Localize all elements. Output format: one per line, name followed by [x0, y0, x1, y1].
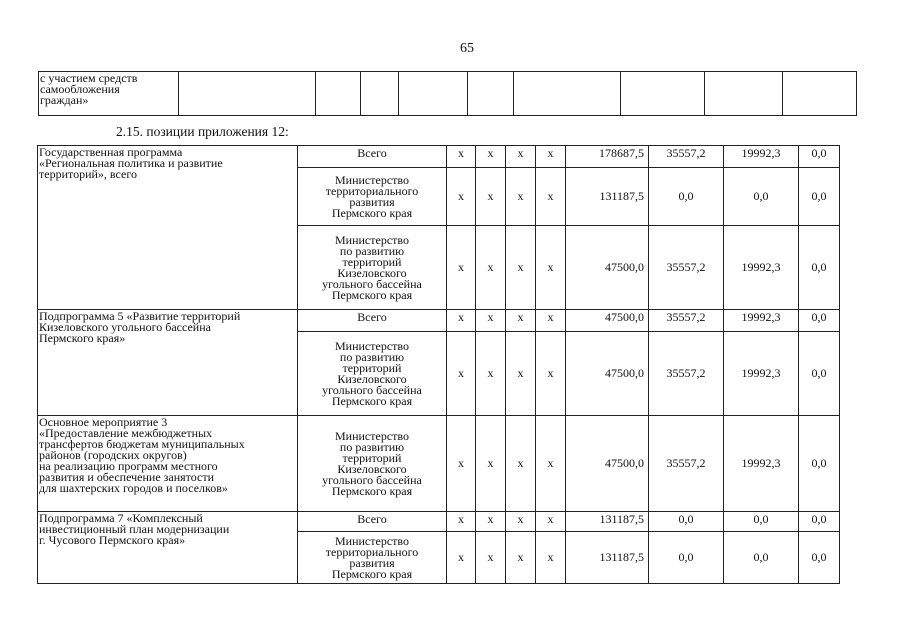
executor-cell: [298, 332, 447, 416]
page-number: 65: [460, 41, 474, 56]
code-cell: x: [506, 146, 536, 168]
amount-cell-v2: 35557,2: [649, 310, 724, 332]
table-row: [38, 310, 840, 332]
executor-line: Министерство: [335, 338, 409, 353]
name-line: «Региональная политика и развитие: [39, 156, 223, 170]
code-cell: x: [476, 310, 506, 332]
executor-line: территорий: [342, 450, 402, 465]
code-cell: x: [506, 332, 536, 416]
executor-line: Пермского края: [331, 287, 413, 302]
empty-cell: [399, 72, 468, 116]
section-title: 2.15. позиции приложения 12:: [116, 124, 289, 139]
executor-line: Пермского края: [331, 483, 413, 498]
name-line: граждан»: [40, 93, 89, 107]
executor-line: территорий: [342, 254, 402, 269]
name-line: «Предоставление межбюджетных: [39, 426, 213, 440]
code-cell: x: [447, 512, 476, 532]
name-line: трансфертов бюджетам муниципальных: [39, 437, 245, 451]
executor-cell: [298, 146, 447, 168]
code-cell: x: [536, 146, 566, 168]
executor-line: развития: [349, 555, 395, 570]
amount-cell-v1: 131187,5: [566, 532, 649, 584]
amount-cell-v2: 0,0: [649, 532, 724, 584]
amount-cell-v3: 19992,3: [724, 146, 799, 168]
amount-cell-v2: 35557,2: [649, 416, 724, 512]
executor-line: развития: [349, 194, 395, 209]
code-cell: x: [447, 146, 476, 168]
executor-line: территориального: [325, 544, 419, 559]
executor-line: Министерство: [335, 172, 409, 187]
name-line: территорий», всего: [39, 167, 137, 181]
amount-cell-v1: 47500,0: [566, 332, 649, 416]
code-cell: x: [506, 168, 536, 226]
table-row: [38, 416, 840, 512]
name-line: Подпрограмма 5 «Развитие территорий: [39, 309, 241, 323]
empty-cell: [179, 72, 316, 116]
name-line: с участием средств: [40, 71, 138, 85]
name-line: развития и обеспечение занятости: [39, 470, 215, 484]
code-cell: x: [536, 226, 566, 310]
amount-cell-v4: 0,0: [799, 168, 840, 226]
code-cell: x: [476, 332, 506, 416]
code-cell: x: [536, 532, 566, 584]
executor-line: Министерство: [335, 533, 409, 548]
name-line: Пермского края»: [39, 331, 126, 345]
executor-line: Министерство: [335, 428, 409, 443]
amount-cell-v2: 0,0: [649, 512, 724, 532]
appendix-12-table: [37, 145, 840, 584]
executor-line: по развитию: [339, 439, 405, 454]
amount-cell-v1: 47500,0: [566, 310, 649, 332]
amount-cell-v1: 47500,0: [566, 226, 649, 310]
code-cell: x: [447, 332, 476, 416]
code-cell: x: [506, 310, 536, 332]
empty-cell: [514, 72, 621, 116]
amount-cell-v1: 47500,0: [566, 416, 649, 512]
amount-cell-v2: 35557,2: [649, 146, 724, 168]
amount-cell-v3: 19992,3: [724, 310, 799, 332]
executor-cell: [298, 512, 447, 532]
name-line: г. Чусового Пермского края»: [39, 533, 186, 547]
executor-cell: [298, 532, 447, 584]
empty-cell: [705, 72, 783, 116]
code-cell: x: [506, 532, 536, 584]
empty-cell: [783, 72, 857, 116]
amount-cell-v4: 0,0: [799, 532, 840, 584]
executor-line: Пермского края: [331, 566, 413, 581]
amount-cell-v3: 19992,3: [724, 226, 799, 310]
code-cell: x: [506, 416, 536, 512]
amount-cell-v4: 0,0: [799, 332, 840, 416]
code-cell: x: [447, 168, 476, 226]
code-cell: x: [476, 146, 506, 168]
amount-cell-v4: 0,0: [799, 226, 840, 310]
executor-line: Всего: [357, 146, 387, 160]
name-line: Подпрограмма 7 «Комплексный: [39, 511, 203, 525]
executor-line: Кизеловского: [337, 265, 407, 280]
continued-row-name: [39, 72, 179, 116]
code-cell: x: [447, 310, 476, 332]
name-line: на реализацию программ местного: [39, 459, 218, 473]
empty-cell: [621, 72, 705, 116]
amount-cell-v3: 0,0: [724, 168, 799, 226]
executor-line: Пермского края: [331, 205, 413, 220]
amount-cell-v1: 178687,5: [566, 146, 649, 168]
table-row: [38, 512, 840, 532]
executor-cell: [298, 310, 447, 332]
program-name-cell: [38, 512, 298, 584]
program-name-cell: [38, 146, 298, 310]
name-line: Основное мероприятие 3: [39, 415, 168, 429]
executor-line: Кизеловского: [337, 371, 407, 386]
executor-line: угольного бассейна: [322, 472, 422, 487]
executor-line: Пермского края: [331, 393, 413, 408]
code-cell: x: [447, 416, 476, 512]
executor-cell: [298, 416, 447, 512]
code-cell: x: [476, 512, 506, 532]
name-line: для шахтерских городов и поселков»: [39, 481, 228, 495]
continued-table-row: [38, 71, 857, 116]
empty-cell: [316, 72, 361, 116]
amount-cell-v4: 0,0: [799, 512, 840, 532]
executor-line: Министерство: [335, 232, 409, 247]
amount-cell-v3: 0,0: [724, 532, 799, 584]
amount-cell-v2: 35557,2: [649, 226, 724, 310]
executor-line: территорий: [342, 360, 402, 375]
code-cell: x: [476, 416, 506, 512]
executor-line: территориального: [325, 183, 419, 198]
table-row: [38, 146, 840, 168]
code-cell: x: [447, 532, 476, 584]
empty-cell: [361, 72, 399, 116]
executor-line: угольного бассейна: [322, 382, 422, 397]
executor-line: угольного бассейна: [322, 276, 422, 291]
program-name-cell: [38, 416, 298, 512]
code-cell: x: [536, 512, 566, 532]
code-cell: x: [447, 226, 476, 310]
amount-cell-v4: 0,0: [799, 310, 840, 332]
program-name-cell: [38, 310, 298, 416]
executor-cell: [298, 226, 447, 310]
amount-cell-v1: 131187,5: [566, 168, 649, 226]
code-cell: x: [536, 310, 566, 332]
executor-line: Кизеловского: [337, 461, 407, 476]
executor-line: Всего: [357, 310, 387, 324]
amount-cell-v3: 0,0: [724, 512, 799, 532]
code-cell: x: [536, 416, 566, 512]
code-cell: x: [476, 168, 506, 226]
amount-cell-v3: 19992,3: [724, 332, 799, 416]
amount-cell-v4: 0,0: [799, 416, 840, 512]
code-cell: x: [506, 226, 536, 310]
name-line: самообложения: [40, 82, 120, 96]
name-line: Кизеловского угольного бассейна: [39, 320, 211, 334]
name-line: районов (городских округов): [39, 448, 187, 462]
amount-cell-v4: 0,0: [799, 146, 840, 168]
name-line: Государственная программа: [39, 145, 183, 159]
amount-cell-v1: 131187,5: [566, 512, 649, 532]
code-cell: x: [506, 512, 536, 532]
code-cell: x: [476, 226, 506, 310]
amount-cell-v2: 35557,2: [649, 332, 724, 416]
amount-cell-v2: 0,0: [649, 168, 724, 226]
executor-line: по развитию: [339, 243, 405, 258]
amount-cell-v3: 19992,3: [724, 416, 799, 512]
executor-line: по развитию: [339, 349, 405, 364]
code-cell: x: [536, 168, 566, 226]
empty-cell: [468, 72, 514, 116]
code-cell: x: [476, 532, 506, 584]
executor-line: Всего: [357, 512, 387, 526]
code-cell: x: [536, 332, 566, 416]
executor-cell: [298, 168, 447, 226]
name-line: инвестиционный план модернизации: [39, 522, 230, 536]
